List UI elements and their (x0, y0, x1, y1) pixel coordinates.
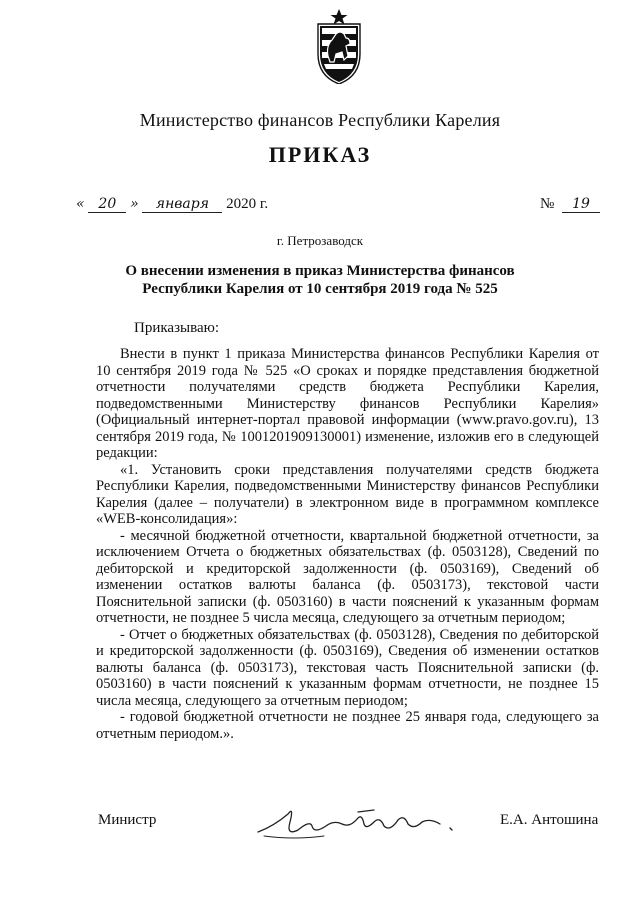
karelia-coat-of-arms-icon (312, 8, 366, 84)
body-paragraph: «1. Установить сроки представления получателями средств бюджета Республики Карелия, подведомственными Министерству финансов Республики Карелия (далее – получатели) в электронном виде в программном комплексе «WEB-консолидация»: (96, 461, 599, 527)
signatory-name: Е.А. Антошина (500, 812, 599, 828)
order-number (540, 196, 600, 213)
body-paragraph: - Отчет о бюджетных обязательствах (ф. 0503128), Сведения по дебиторской и кредиторской задолженности (ф. 0503169), Сведения об изменении остатков валюты баланса (ф. 0503173), текстовая часть Пояснительной записки (ф. 0503160) в части пояснений к указанным формам отчетности, не позднее 15 числа месяца, следующего за отчетным периодом; (96, 626, 599, 709)
handwritten-signature (254, 796, 474, 844)
order-date (76, 196, 268, 213)
document-title: ПРИКАЗ (268, 142, 372, 167)
ministry-name: Министерство финансов Республики Карелия (139, 110, 501, 130)
body-paragraph: - годовой бюджетной отчетности не позднее 25 января года, следующего за отчетным периодом.». (96, 709, 599, 742)
date-day-handwritten: 20 (88, 196, 126, 213)
order-subject: О внесении изменения в приказ Министерства финансов Республики Карелия от 10 сентября 2019 года № 525 (125, 263, 515, 297)
date-close-quote: » (130, 196, 139, 212)
body-paragraph: - месячной бюджетной отчетности, квартальной бюджетной отчетности, за исключением Отчета о бюджетных обязательствах (ф. 0503128), Сведений по дебиторской и кредиторской задолженности (ф. 0503169), Сведений об изменении остатков валюты баланса (ф. 0503173), текстовой части Пояснительной записки (ф. 0503160) в части пояснений к указанным формам отчетности, не позднее 5 числа месяца, следующего за отчетным периодом; (96, 527, 599, 626)
order-directive: Приказываю: (134, 320, 219, 336)
number-sign: № (540, 196, 555, 212)
body-paragraph: Внести в пункт 1 приказа Министерства финансов Республики Карелия от 10 сентября 2019 года № 525 «О сроках и порядке представления бюджетной отчетности получателями средств бюджета Республики Карелия, подведомственными Министерству финансов Республики Карелия» (Официальный интернет-портал правовой информации (www.pravo.gov.ru), 13 сентября 2019 года, № 1001201909130001) изменение, изложив его в следующей редакции: (96, 346, 599, 461)
number-handwritten: 19 (562, 196, 600, 213)
date-year: 2020 г. (226, 196, 269, 212)
city: г. Петрозаводск (276, 233, 364, 248)
order-body (96, 346, 599, 742)
date-open-quote: « (76, 196, 85, 212)
signatory-title: Министр (98, 812, 157, 828)
date-month-handwritten: января (142, 196, 222, 213)
